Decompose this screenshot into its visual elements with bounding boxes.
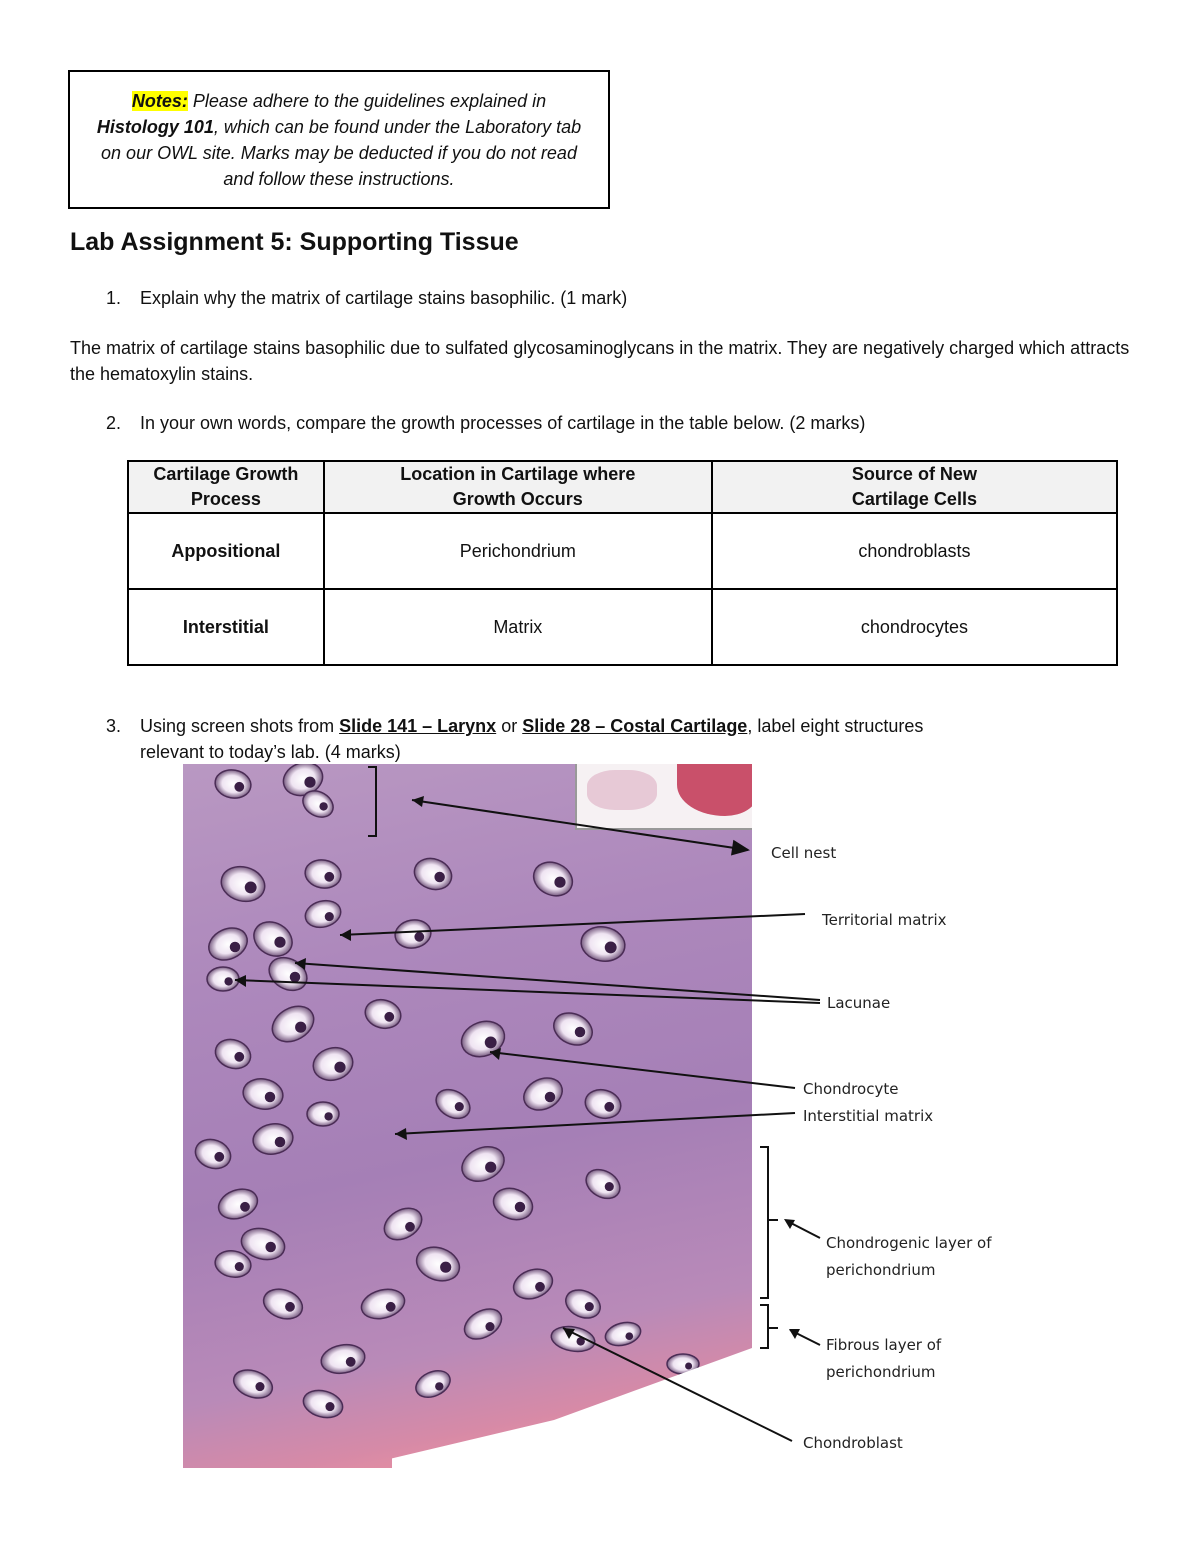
slide-141-link: Slide 141 – Larynx xyxy=(339,716,497,736)
question-1-text: Explain why the matrix of cartilage stains basophilic. (1 mark) xyxy=(140,288,628,308)
territorial-matrix-arrow xyxy=(340,914,805,935)
label-fibrous-1: Fibrous layer of xyxy=(826,1336,942,1354)
label-chondrogenic-1: Chondrogenic layer of xyxy=(826,1234,992,1252)
header-location: Location in Cartilage where Growth Occurs xyxy=(324,461,712,513)
cell-process: Interstitial xyxy=(128,589,324,665)
notes-text-before: Please adhere to the guidelines explained in xyxy=(192,90,547,111)
fibrous-bracket xyxy=(760,1305,768,1348)
question-2-number: 2. xyxy=(106,413,122,433)
label-lacunae: Lacunae xyxy=(827,994,891,1012)
question-2-text: In your own words, compare the growth processes of cartilage in the table below. (2 marks) xyxy=(140,413,866,433)
cell-nest-bracket xyxy=(368,767,376,836)
header-process: Cartilage Growth Process xyxy=(128,461,324,513)
header-source: Source of New Cartilage Cells xyxy=(712,461,1117,513)
question-1-number: 1. xyxy=(106,288,122,308)
cell-nest-arrow xyxy=(412,800,748,850)
lacunae-arrow-1 xyxy=(295,963,820,1000)
lacunae-arrow-2 xyxy=(235,980,820,1003)
cell-location: Perichondrium xyxy=(324,513,712,589)
notes-course: Histology 101 xyxy=(96,116,214,137)
label-chondrogenic-2: perichondrium xyxy=(826,1261,936,1279)
label-chondrocyte: Chondrocyte xyxy=(803,1080,899,1098)
cell-source: chondrocytes xyxy=(712,589,1117,665)
label-cell-nest: Cell nest xyxy=(771,844,837,862)
chondrocyte-arrow xyxy=(490,1052,795,1088)
page-title: Lab Assignment 5: Supporting Tissue xyxy=(70,228,519,256)
notes-label: Notes: xyxy=(131,90,188,111)
notes-text-after: , which can be found under the Laboratory tab on our OWL site. Marks may be deducted if you do not read and follow these instructions. xyxy=(101,116,582,189)
cell-process: Appositional xyxy=(128,513,324,589)
answer-1: The matrix of cartilage stains basophilic due to sulfated glycosaminoglycans in the matrix. They are negatively charged which attracts the hematoxylin stains. xyxy=(70,338,1130,384)
chondrogenic-bracket xyxy=(760,1147,768,1298)
chondroblast-arrow xyxy=(563,1328,792,1441)
cell-source: chondroblasts xyxy=(712,513,1117,589)
label-chondroblast: Chondroblast xyxy=(803,1434,903,1452)
cell-location: Matrix xyxy=(324,589,712,665)
slide-28-link: Slide 28 – Costal Cartilage xyxy=(522,716,748,736)
question-3-number: 3. xyxy=(106,716,122,736)
label-fibrous-2: perichondrium xyxy=(826,1363,936,1381)
interstitial-matrix-arrow xyxy=(395,1113,795,1134)
label-territorial-matrix: Territorial matrix xyxy=(822,911,947,929)
label-interstitial-matrix: Interstitial matrix xyxy=(803,1107,934,1125)
question-3-text: Using screen shots from Slide 141 – Larynx or Slide 28 – Costal Cartilage, label eight structures relevant to today’s lab. (4 marks) xyxy=(140,716,924,762)
